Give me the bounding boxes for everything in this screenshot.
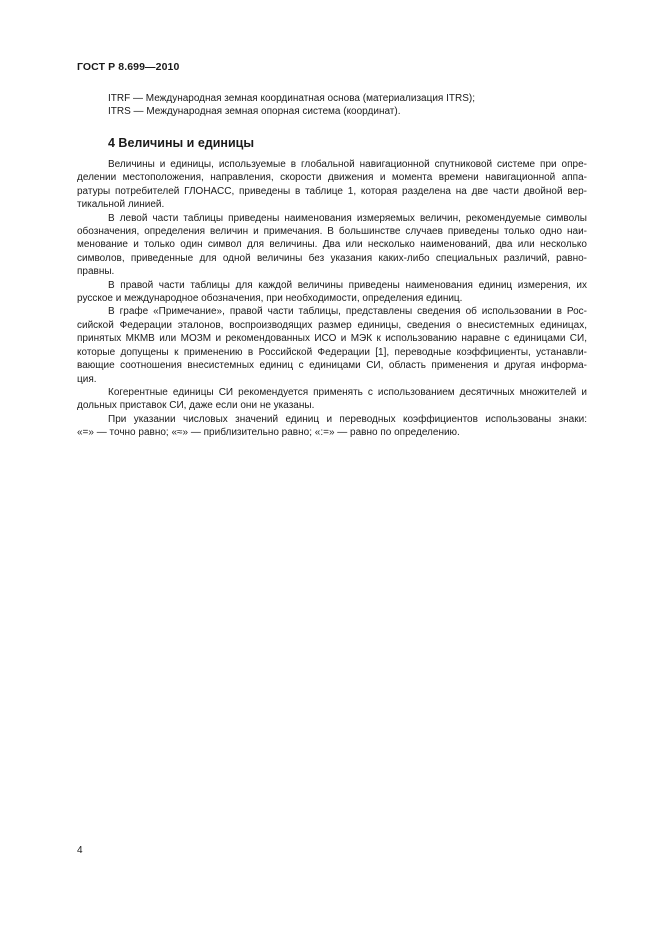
paragraph-line: В графе «Примечание», правой части таблицы, представлены сведения об использовании в Рос-: [108, 306, 587, 318]
paragraph-line: менование и только один символ для величины. Два или несколько наименований, два или несколько: [77, 239, 587, 251]
paragraph: [77, 413, 587, 440]
paragraph-line: Величины и единицы, используемые в глобальной навигационной спутниковой системе при опре-: [108, 159, 587, 170]
paragraph: [77, 305, 587, 385]
paragraph-line: делении местоположения, направления, скорости движения и момента времени навигационной аппа-: [77, 172, 587, 184]
document-code: ГОСТ Р 8.699—2010: [77, 61, 180, 73]
paragraph-line: В левой части таблицы приведены наименования измеряемых величин, рекомендуемые символы: [108, 212, 587, 224]
section-title: 4 Величины и единицы: [108, 136, 254, 150]
paragraph-line: символов, приведенные для одной величины без указания каких-либо специальных различий, равно-: [77, 252, 587, 264]
abbreviation-itrs: ITRS — Международная земная опорная система (координат).: [108, 106, 401, 117]
paragraph-line: В правой части таблицы для каждой величины приведены наименования единиц измерения, их: [108, 279, 587, 291]
paragraph-line: ратуры потребителей ГЛОНАСС, приведены в таблице 1, которая разделена на две части двойной вер-: [77, 185, 587, 197]
paragraph-line: сийской Федерации эталонов, воспроизводящих размер единицы, сведения о внесистемных единицах,: [77, 319, 587, 331]
paragraph-line: «=» — точно равно; «≈» — приблизительно равно; «:=» — равно по определению.: [77, 427, 460, 439]
paragraph-line: дольных приставок СИ, даже если они не указаны.: [77, 400, 315, 412]
abbreviation-itrf: ITRF — Международная земная координатная основа (материализация ITRS);: [108, 93, 475, 104]
paragraph-line: вающие соотношения внесистемных единиц с единицами СИ, область применения и другая информа-: [77, 360, 587, 372]
paragraph-line: правны.: [77, 266, 115, 278]
paragraph-line: принятых МКМВ или МОЗМ и рекомендованных ИСО и МЭК к использованию наравне с единицами СИ,: [77, 333, 587, 345]
paragraph-line: тикальной линией.: [77, 199, 165, 211]
paragraph-line: ция.: [77, 373, 97, 385]
paragraph-line: русское и международное обозначения, при необходимости, определения единиц.: [77, 293, 463, 305]
page-number: 4: [77, 845, 83, 856]
section-body: [77, 158, 587, 440]
paragraph-line: Когерентные единицы СИ рекомендуется применять с использованием десятичных множителей и: [108, 386, 587, 398]
paragraph: [77, 212, 587, 279]
paragraph-line: которые допущены к применению в Российской Федерации [1], переводные коэффициенты, устанавли-: [77, 346, 587, 358]
paragraph-line: При указании числовых значений единиц и переводных коэффициентов использованы знаки:: [108, 413, 587, 425]
paragraph-line: обозначения, определения величин и примечания. В большинстве случаев приведены только одно наи-: [77, 226, 587, 238]
paragraph: [77, 279, 587, 306]
paragraph: [77, 386, 587, 413]
paragraph: [77, 158, 587, 212]
